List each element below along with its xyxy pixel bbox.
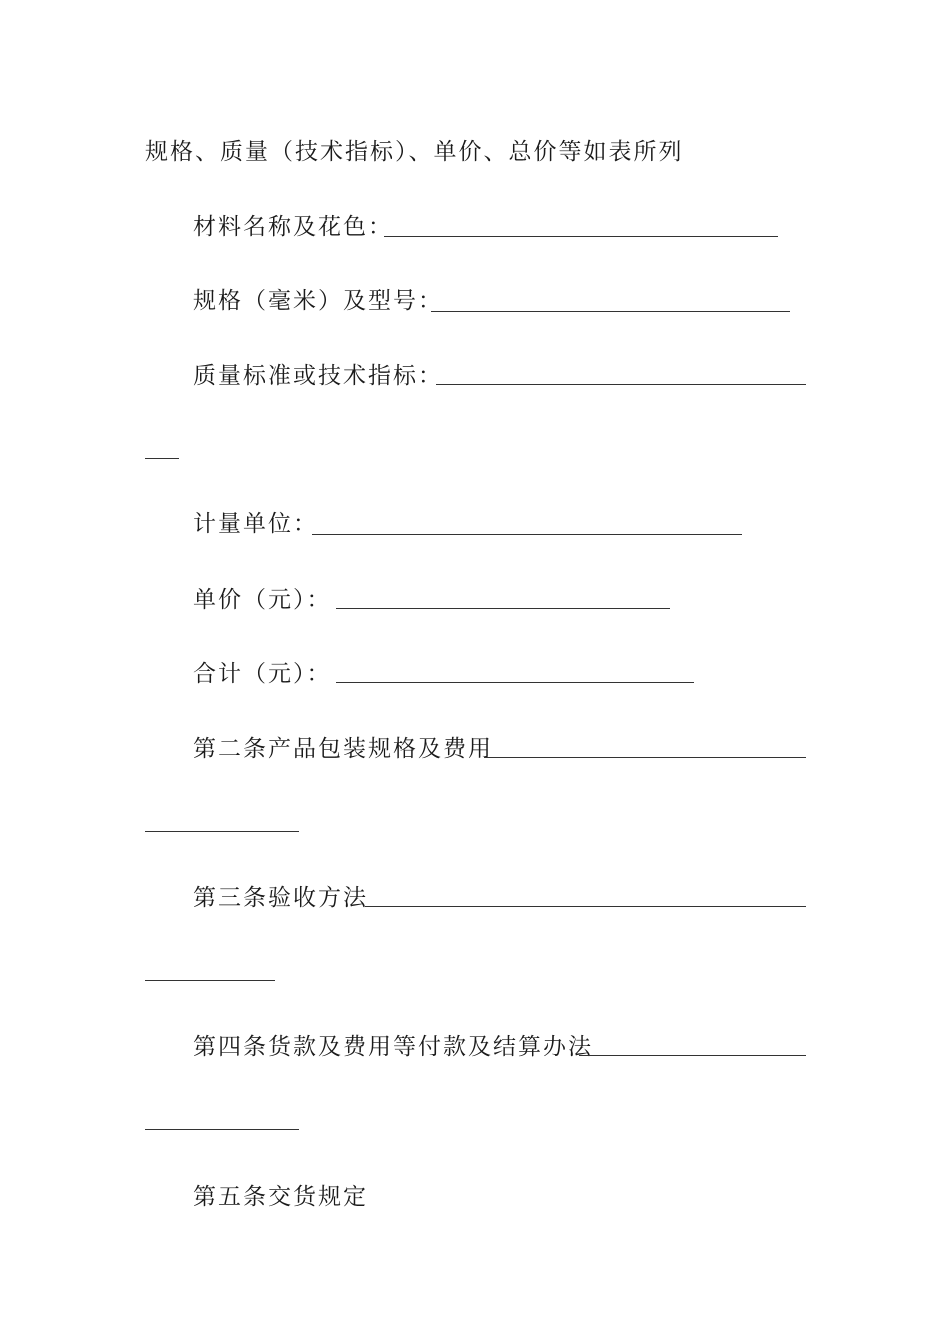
unit-label: 计量单位： bbox=[193, 511, 318, 537]
quality-label: 质量标准或技术指标： bbox=[193, 363, 443, 389]
article-2-blank-continued[interactable] bbox=[145, 831, 299, 832]
spec-blank[interactable] bbox=[431, 311, 790, 312]
quality-blank-continued[interactable] bbox=[145, 458, 179, 459]
article-5-heading: 第五条交货规定 bbox=[193, 1184, 368, 1210]
article-4-heading: 第四条货款及费用等付款及结算办法 bbox=[193, 1034, 593, 1060]
article-3-blank[interactable] bbox=[365, 906, 806, 907]
unit-price-label: 单价（元）： bbox=[193, 587, 332, 613]
article-2-blank[interactable] bbox=[484, 757, 806, 758]
material-name-label: 材料名称及花色： bbox=[193, 214, 393, 240]
unit-price-blank[interactable] bbox=[336, 608, 670, 609]
total-label: 合计（元）： bbox=[193, 661, 332, 687]
article-3-blank-continued[interactable] bbox=[145, 980, 275, 981]
material-name-blank[interactable] bbox=[384, 236, 778, 237]
total-blank[interactable] bbox=[336, 682, 694, 683]
article-2-heading: 第二条产品包装规格及费用 bbox=[193, 736, 493, 762]
spec-label: 规格（毫米）及型号： bbox=[193, 288, 443, 314]
unit-blank[interactable] bbox=[312, 534, 742, 535]
article-3-heading: 第三条验收方法 bbox=[193, 885, 368, 911]
quality-blank[interactable] bbox=[436, 384, 806, 385]
article-4-blank[interactable] bbox=[579, 1055, 806, 1056]
intro-text: 规格、质量（技术指标）、单价、总价等如表所列 bbox=[145, 139, 684, 165]
article-4-blank-continued[interactable] bbox=[145, 1129, 299, 1130]
